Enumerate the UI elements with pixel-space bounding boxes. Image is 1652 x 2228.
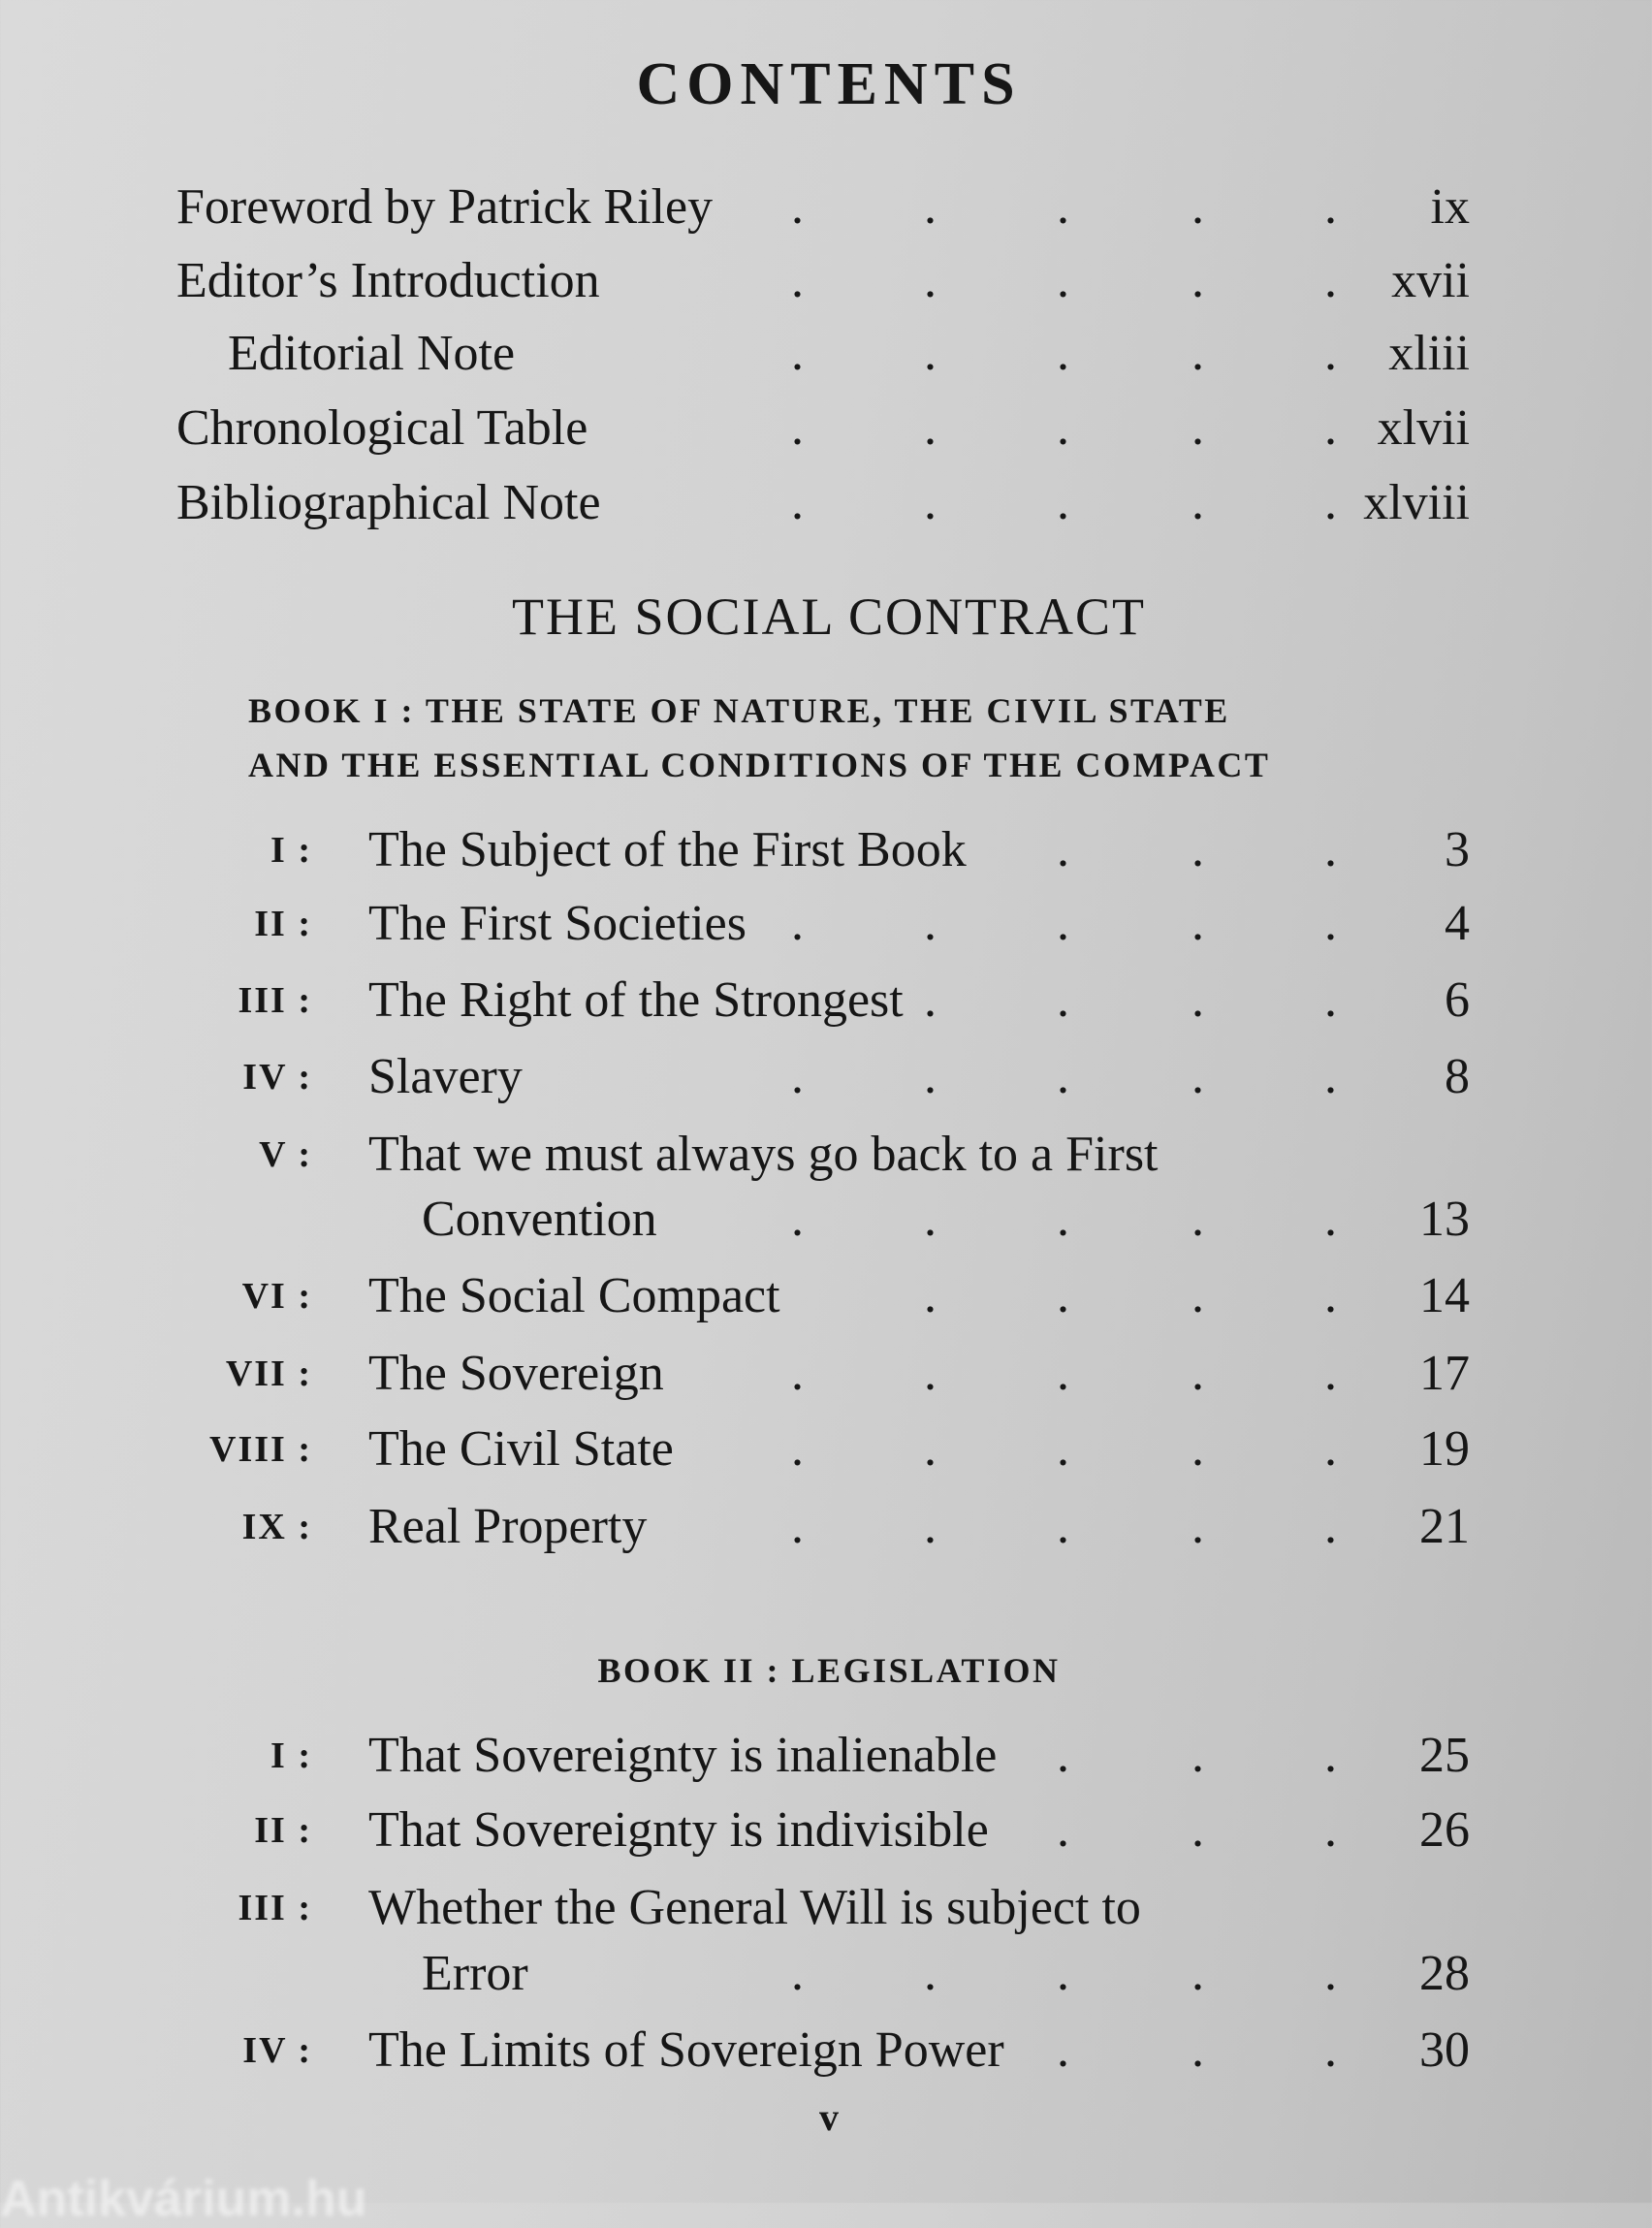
chapter-entry xyxy=(0,1265,1652,1327)
entry-title: The Sovereign xyxy=(368,1346,664,1401)
page-folio: v xyxy=(819,2095,839,2139)
leader-dot: . xyxy=(924,326,937,381)
chapter-entry xyxy=(0,970,1652,1032)
leader-dot: . xyxy=(791,1049,804,1104)
entry-title: The Civil State xyxy=(368,1421,674,1477)
book1-heading-line2: AND THE ESSENTIAL CONDITIONS OF THE COMPACT xyxy=(248,746,1271,784)
chapter-number: III : xyxy=(238,980,312,1021)
entry-title: The Subject of the First Book xyxy=(368,822,967,877)
entry-title: Real Property xyxy=(368,1499,648,1554)
leader-dot: . xyxy=(1057,1728,1069,1783)
leader-dot: . xyxy=(1191,822,1204,877)
chapter-number: III : xyxy=(238,1888,312,1928)
leader-dot: . xyxy=(924,1499,937,1554)
entry-title: The First Societies xyxy=(368,896,747,951)
page-number: 25 xyxy=(1419,1728,1470,1783)
page-number: 21 xyxy=(1419,1499,1470,1554)
leader-dot: . xyxy=(1324,822,1337,877)
work-title: THE SOCIAL CONTRACT xyxy=(512,588,1146,646)
leader-dot: . xyxy=(1324,896,1337,951)
leader-dot: . xyxy=(1057,326,1069,381)
leader-dot: . xyxy=(791,400,804,456)
leader-dot: . xyxy=(1191,1346,1204,1401)
chapter-entry xyxy=(0,1725,1652,1787)
front-matter-entry xyxy=(0,398,1652,460)
leader-dot: . xyxy=(1191,1946,1204,2001)
leader-dot: . xyxy=(1191,1268,1204,1323)
leader-dot: . xyxy=(1191,400,1204,456)
leader-dot: . xyxy=(1191,1192,1204,1247)
leader-dot: . xyxy=(1324,326,1337,381)
leader-dot: . xyxy=(1324,1268,1337,1323)
chapter-number: I : xyxy=(270,830,312,871)
entry-title: The Limits of Sovereign Power xyxy=(368,2022,1004,2078)
chapter-number: IV : xyxy=(242,2030,312,2071)
chapter-number: IV : xyxy=(242,1057,312,1098)
leader-dot: . xyxy=(924,1268,937,1323)
chapter-entry xyxy=(0,1496,1652,1558)
front-matter-entry xyxy=(0,250,1652,312)
page-number: xliii xyxy=(1388,326,1470,381)
page-number: 6 xyxy=(1445,972,1470,1028)
chapter-number: II : xyxy=(254,1810,312,1851)
page-number: 3 xyxy=(1445,822,1470,877)
page-number: 26 xyxy=(1419,1802,1470,1858)
entry-title: Convention xyxy=(422,1192,657,1247)
leader-dot: . xyxy=(1324,1946,1337,2001)
leader-dot: . xyxy=(791,1499,804,1554)
leader-dot: . xyxy=(791,1192,804,1247)
watermark: Antikvárium.hu xyxy=(0,2171,367,2227)
book1-heading-line1: BOOK I : THE STATE OF NATURE, THE CIVIL STATE xyxy=(248,691,1230,730)
leader-dot: . xyxy=(924,1192,937,1247)
leader-dot: . xyxy=(1324,1499,1337,1554)
leader-dot: . xyxy=(1057,400,1069,456)
leader-dot: . xyxy=(1057,179,1069,235)
leader-dot: . xyxy=(1057,475,1069,530)
chapter-number: IX : xyxy=(241,1507,312,1547)
leader-dot: . xyxy=(791,1421,804,1477)
entry-title: Whether the General Will is subject to xyxy=(368,1880,1141,1935)
leader-dot: . xyxy=(1057,972,1069,1028)
leader-dot: . xyxy=(1324,475,1337,530)
chapter-entry xyxy=(0,1124,1652,1186)
page-number: ix xyxy=(1430,179,1470,235)
leader-dot: . xyxy=(1191,253,1204,308)
entry-title: That we must always go back to a First xyxy=(368,1127,1159,1182)
leader-dot: . xyxy=(1191,1499,1204,1554)
entry-title: Foreword by Patrick Riley xyxy=(176,179,714,235)
chapter-number: I : xyxy=(270,1735,312,1776)
page-number: 19 xyxy=(1419,1421,1470,1477)
leader-dot: . xyxy=(1191,972,1204,1028)
page-number: 13 xyxy=(1419,1192,1470,1247)
page-number: 28 xyxy=(1419,1946,1470,2001)
chapter-entry xyxy=(0,819,1652,881)
leader-dot: . xyxy=(1191,1802,1204,1858)
page-number: 4 xyxy=(1445,896,1470,951)
front-matter-entry xyxy=(0,323,1652,385)
leader-dot: . xyxy=(1191,1728,1204,1783)
leader-dot: . xyxy=(1324,179,1337,235)
entry-title: Chronological Table xyxy=(176,400,588,456)
leader-dot: . xyxy=(1057,1268,1069,1323)
leader-dot: . xyxy=(1057,1421,1069,1477)
leader-dot: . xyxy=(1057,1192,1069,1247)
leader-dot: . xyxy=(1191,179,1204,235)
leader-dot: . xyxy=(791,896,804,951)
leader-dot: . xyxy=(924,896,937,951)
entry-title: Editor’s Introduction xyxy=(176,253,600,308)
page-number: 17 xyxy=(1419,1346,1470,1401)
leader-dot: . xyxy=(1324,1346,1337,1401)
chapter-entry-continuation xyxy=(0,1189,1652,1251)
leader-dot: . xyxy=(924,475,937,530)
contents-title: CONTENTS xyxy=(636,51,1022,117)
leader-dot: . xyxy=(924,1346,937,1401)
chapter-number: VIII : xyxy=(209,1429,312,1470)
leader-dot: . xyxy=(1324,1192,1337,1247)
entry-title: Editorial Note xyxy=(228,326,516,381)
leader-dot: . xyxy=(1191,1049,1204,1104)
leader-dot: . xyxy=(1057,896,1069,951)
leader-dot: . xyxy=(1057,2022,1069,2078)
entry-title: The Right of the Strongest xyxy=(368,972,904,1028)
page-number: xlviii xyxy=(1363,475,1470,530)
chapter-number: VI : xyxy=(241,1276,312,1317)
leader-dot: . xyxy=(1324,972,1337,1028)
leader-dot: . xyxy=(1324,2022,1337,2078)
page-number: 14 xyxy=(1419,1268,1470,1323)
front-matter-entry xyxy=(0,472,1652,534)
chapter-entry xyxy=(0,2020,1652,2082)
leader-dot: . xyxy=(1324,1421,1337,1477)
leader-dot: . xyxy=(791,253,804,308)
leader-dot: . xyxy=(1191,2022,1204,2078)
leader-dot: . xyxy=(924,253,937,308)
leader-dot: . xyxy=(924,1946,937,2001)
leader-dot: . xyxy=(791,1346,804,1401)
leader-dot: . xyxy=(1324,253,1337,308)
entry-title: Slavery xyxy=(368,1049,523,1104)
leader-dot: . xyxy=(924,1421,937,1477)
chapter-entry xyxy=(0,1418,1652,1480)
leader-dot: . xyxy=(1057,1499,1069,1554)
book2-heading: BOOK II : LEGISLATION xyxy=(597,1651,1061,1690)
leader-dot: . xyxy=(924,1049,937,1104)
leader-dot: . xyxy=(1324,1049,1337,1104)
front-matter-entry xyxy=(0,176,1652,239)
entry-title: That Sovereignty is inalienable xyxy=(368,1728,998,1783)
chapter-entry xyxy=(0,1799,1652,1862)
leader-dot: . xyxy=(1057,822,1069,877)
entry-title: Bibliographical Note xyxy=(176,475,601,530)
leader-dot: . xyxy=(1057,1049,1069,1104)
entry-title: The Social Compact xyxy=(368,1268,780,1323)
page-number: xvii xyxy=(1391,253,1470,308)
chapter-number: II : xyxy=(254,904,312,944)
leader-dot: . xyxy=(791,475,804,530)
leader-dot: . xyxy=(791,1946,804,2001)
entry-title: That Sovereignty is indivisible xyxy=(368,1802,989,1858)
leader-dot: . xyxy=(1191,326,1204,381)
entry-title: Error xyxy=(422,1946,528,2001)
leader-dot: . xyxy=(791,179,804,235)
leader-dot: . xyxy=(791,326,804,381)
chapter-entry xyxy=(0,1046,1652,1108)
chapter-number: V : xyxy=(259,1134,312,1175)
leader-dot: . xyxy=(924,972,937,1028)
leader-dot: . xyxy=(1057,1802,1069,1858)
leader-dot: . xyxy=(1324,1802,1337,1858)
leader-dot: . xyxy=(924,179,937,235)
leader-dot: . xyxy=(1324,400,1337,456)
leader-dot: . xyxy=(924,400,937,456)
chapter-entry xyxy=(0,1877,1652,1939)
leader-dot: . xyxy=(1324,1728,1337,1783)
leader-dot: . xyxy=(1057,1946,1069,2001)
chapter-entry xyxy=(0,1343,1652,1405)
page-number: 30 xyxy=(1419,2022,1470,2078)
leader-dot: . xyxy=(1191,896,1204,951)
leader-dot: . xyxy=(1057,253,1069,308)
leader-dot: . xyxy=(1057,1346,1069,1401)
page-number: xlvii xyxy=(1377,400,1470,456)
leader-dot: . xyxy=(1191,475,1204,530)
chapter-number: VII : xyxy=(225,1353,312,1394)
page-number: 8 xyxy=(1445,1049,1470,1104)
chapter-entry-continuation xyxy=(0,1943,1652,2005)
leader-dot: . xyxy=(1191,1421,1204,1477)
chapter-entry xyxy=(0,893,1652,955)
